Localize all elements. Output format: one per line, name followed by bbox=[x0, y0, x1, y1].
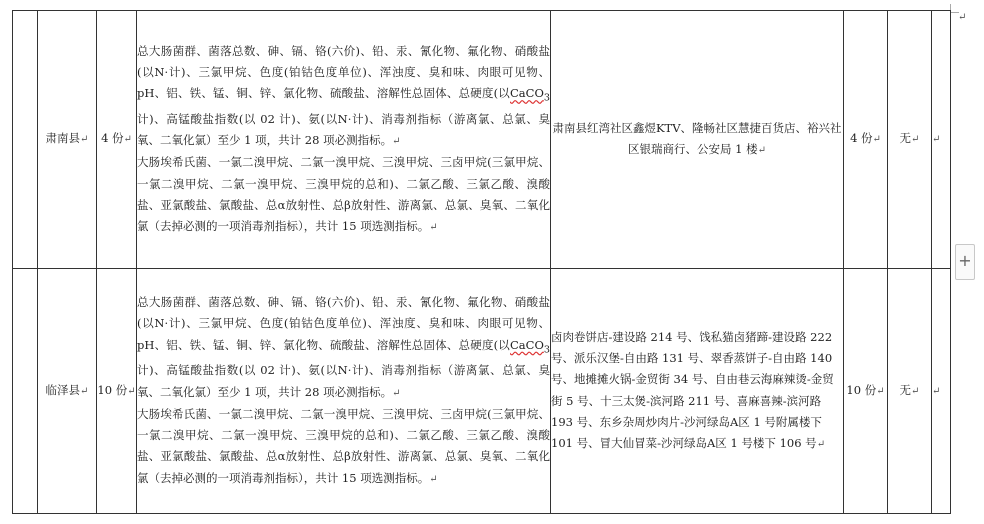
optional-items-text: 大肠埃希氏菌、一氯二溴甲烷、二氯一溴甲烷、三溴甲烷、三卤甲烷(三氯甲烷、一氯二溴甲烷、二氯一溴甲烷、三溴甲烷的总和)、二氯乙酸、三氯乙酸、溴酸盐、亚氯酸盐、氯酸盐、总α放射性、总β放射性、游离氯、总氯、臭氧、二氧化氯（去掉必测的一项消毒剂指标），共计 15 项选测指标。↵ bbox=[137, 406, 550, 485]
required-items-text: 总大肠菌群、菌落总数、砷、镉、铬(六价)、铅、汞、氰化物、氟化物、硝酸盐(以N·计)、三氯甲烷、色度(铂钴色度单位)、浑浊度、臭和味、肉眼可见物、pH、铝、铁、锰、铜、锌、氯化物、硫酸盐、溶解性总固体、总硬度(以CaCO$_3$计)、高锰酸盐指数(以 02 计)、氨(以N·计)、消毒剂指标（游离氯、总氯、臭氧、二氧化氯）至少 1 项，共计 28 项必测指标。↵ bbox=[137, 295, 550, 399]
county-cell: 肃南县↵ bbox=[38, 11, 97, 269]
table-cell-blank bbox=[13, 269, 38, 514]
test-items-cell bbox=[137, 269, 551, 514]
count-cell: 4 份↵ bbox=[97, 11, 137, 269]
note-cell: 无↵ bbox=[888, 269, 932, 514]
paragraph-mark: ↵ bbox=[958, 12, 967, 23]
sampling-table bbox=[12, 10, 951, 514]
note-cell: 无↵ bbox=[888, 11, 932, 269]
count-cell: 10 份↵ bbox=[97, 269, 137, 514]
optional-items-text: 大肠埃希氏菌、一氯二溴甲烷、二氯一溴甲烷、三溴甲烷、三卤甲烷(三氯甲烷、一氯二溴甲烷、二氯一溴甲烷、三溴甲烷的总和)、二氯乙酸、三氯乙酸、溴酸盐、亚氯酸盐、氯酸盐、总α放射性、总β放射性、游离氯、总氯、臭氧、二氧化氯（去掉必测的一项消毒剂指标），共计 15 项选测指标。↵ bbox=[137, 155, 550, 234]
county-cell: 临泽县↵ bbox=[38, 269, 97, 514]
add-row-button[interactable]: + bbox=[955, 244, 975, 280]
locations-cell: 肃南县红湾社区鑫煜KTV、隆畅社区慧捷百货店、裕兴社区银瑞商行、公安局 1 楼↵ bbox=[551, 11, 844, 269]
locations-cell: 卤肉卷饼店-建设路 214 号、饯私猫卤猪蹄-建设路 222 号、派乐汉堡-自由路 131 号、翠香蒸饼子-自由路 140 号、地摊摊火锅-金贸街 34 号、自由巷云海麻辣烫-金贸街 5 号、十三太煲-滨河路 211 号、喜麻喜辣-滨河路 193 号、东乡杂周炒肉片-沙河绿岛A区 1 号附属楼下 101 号、冒大仙冒菜-沙河绿岛A区 1 号楼下 106 号↵ bbox=[551, 269, 844, 514]
table-row bbox=[13, 269, 951, 514]
row-end-cell: ↵ bbox=[932, 269, 951, 514]
required-items-text: 总大肠菌群、菌落总数、砷、镉、铬(六价)、铅、汞、氰化物、氟化物、硝酸盐(以N·计)、三氯甲烷、色度(铂钴色度单位)、浑浊度、臭和味、肉眼可见物、pH、铝、铁、锰、铜、锌、氯化物、硫酸盐、溶解性总固体、总硬度(以CaCO$_3$计)、高锰酸盐指数(以 02 计)、氨(以N·计)、消毒剂指标（游离氯、总氯、臭氧、二氧化氯）至少 1 项，共计 28 项必测指标。↵ bbox=[137, 43, 550, 147]
table-cell-blank bbox=[13, 11, 38, 269]
row-end-cell: ↵ bbox=[932, 11, 951, 269]
copies-cell: 10 份↵ bbox=[844, 269, 888, 514]
test-items-cell bbox=[137, 11, 551, 269]
table-row bbox=[13, 11, 951, 269]
copies-cell: 4 份↵ bbox=[844, 11, 888, 269]
